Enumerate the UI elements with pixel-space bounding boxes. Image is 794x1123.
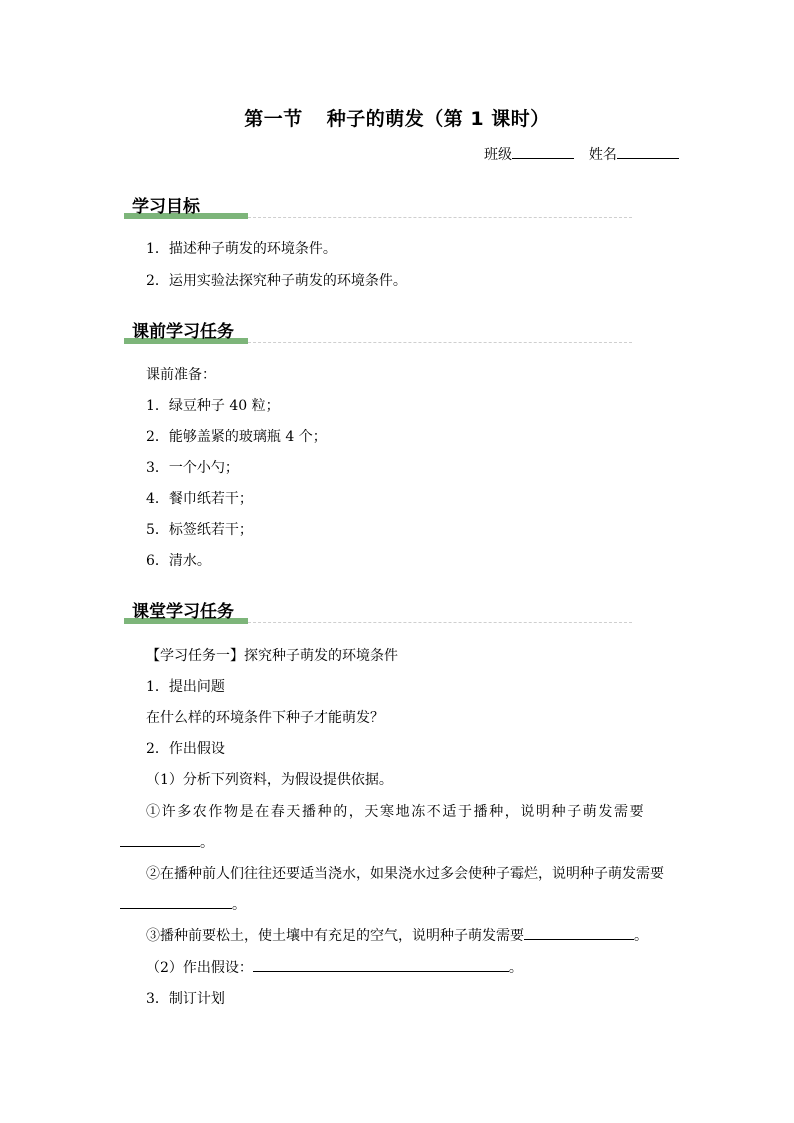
period: 。 [232,897,246,913]
name-label: 姓名 [588,147,617,163]
answer-blank-2[interactable] [120,894,232,909]
answer-line-2 [120,894,246,914]
question-3-text: ③播种前要松土，使土壤中有充足的空气，说明种子萌发需要 [146,928,524,944]
section-label: 课堂学习任务 [132,602,234,622]
page-title [0,104,794,131]
period: 。 [508,960,523,976]
class-label: 班级 [484,147,512,163]
name-blank[interactable] [617,144,679,159]
pre-task-item: 2．能够盖紧的玻璃瓶 4 个； [146,429,327,445]
section-divider [248,342,632,343]
hypothesis-line [146,957,523,977]
question-text: 在什么样的环境条件下种子才能萌发？ [146,710,384,726]
class-name-line [484,144,679,164]
pre-task-intro: 课前准备： [146,367,216,383]
section-header-class-task [122,600,632,624]
answer-blank-3[interactable] [524,925,634,940]
answer-blank-1[interactable] [120,832,200,847]
pre-task-item: 5．标签纸若干； [146,522,253,538]
class-blank[interactable] [512,144,574,159]
material-question-3 [146,925,648,945]
pre-task-item: 1．绿豆种子 40 粒； [146,398,280,414]
step-heading: 1．提出问题 [146,679,225,695]
title-section-number: 第一节 [244,108,303,130]
answer-line-1 [120,832,214,852]
pre-task-item: 6．清水。 [146,553,211,569]
section-header-pre-task [122,320,632,344]
section-header-goals [122,195,632,219]
hypothesis-label: （2）作出假设： [146,960,253,976]
pre-task-item: 3．一个小勺； [146,460,239,476]
section-label: 课前学习任务 [132,322,234,342]
step-heading: 3．制订计划 [146,991,225,1007]
section-divider [248,622,632,623]
sub-item: （1）分析下列资料，为假设提供依据。 [146,772,393,788]
title-topic: 种子的萌发（第 1 课时） [326,108,550,130]
goal-item: 2．运用实验法探究种子萌发的环境条件。 [146,273,407,289]
section-divider [248,217,632,218]
material-question-1: ①许多农作物是在春天播种的，天寒地冻不适于播种，说明种子萌发需要 [146,804,646,820]
pre-task-item: 4．餐巾纸若干； [146,491,253,507]
material-question-2: ②在播种前人们往往还要适当浇水，如果浇水过多会使种子霉烂，说明种子萌发需要 [146,866,664,882]
period: 。 [634,928,648,944]
step-heading: 2．作出假设 [146,741,225,757]
goal-item: 1．描述种子萌发的环境条件。 [146,241,337,257]
hypothesis-blank[interactable] [253,957,509,972]
task-heading: 【学习任务一】探究种子萌发的环境条件 [146,648,398,664]
period: 。 [200,835,214,851]
section-label: 学习目标 [132,197,200,217]
